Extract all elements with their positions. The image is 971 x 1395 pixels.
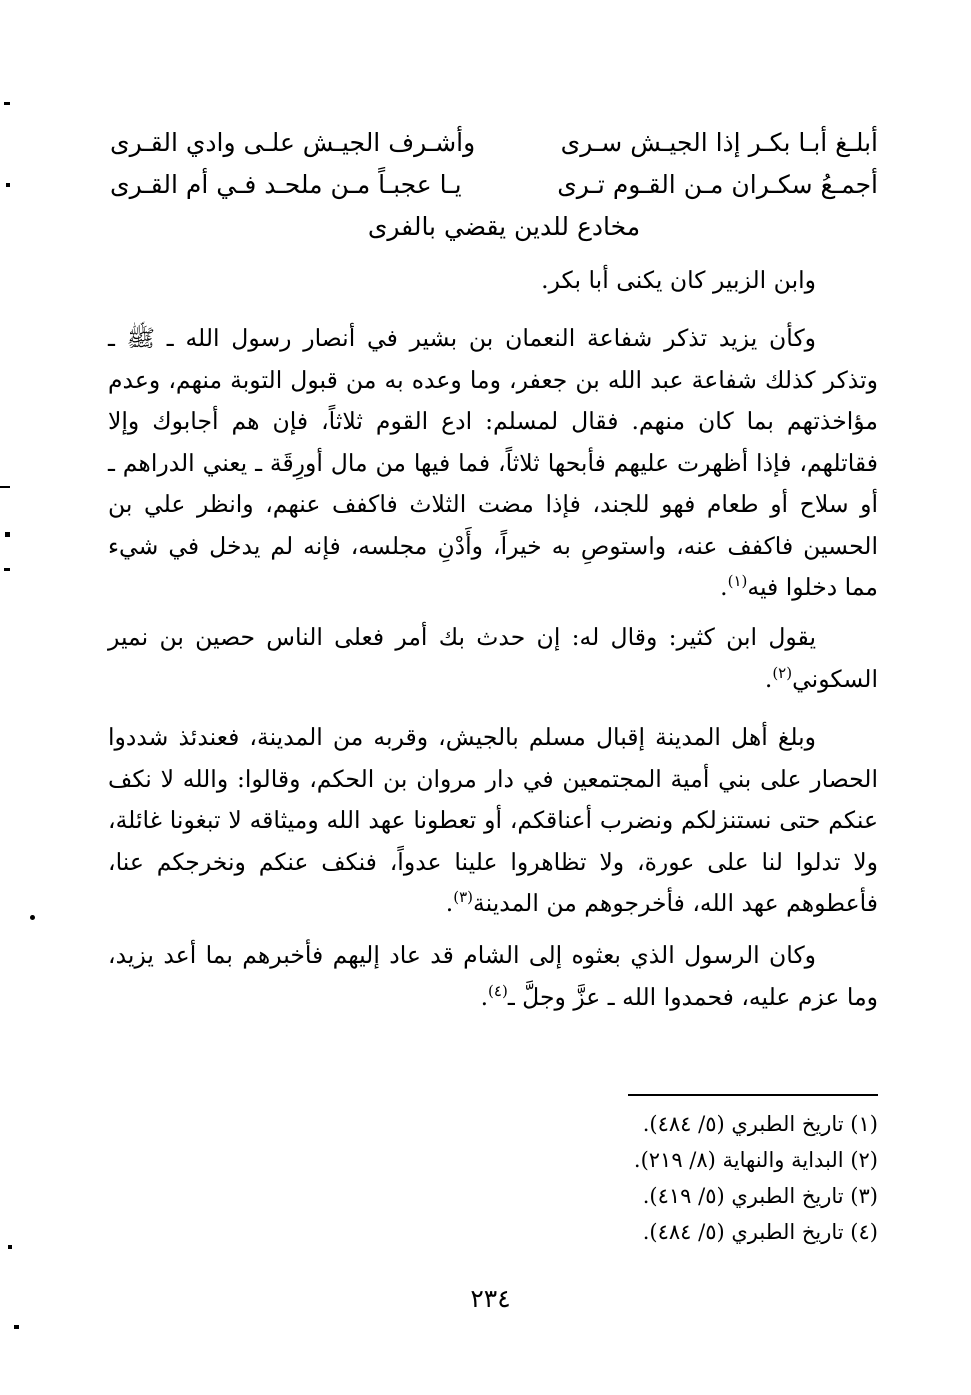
paragraph-text: وكأن يزيد تذكر شفاعة النعمان بن بشير في أنصار رسول الله ـ ﷺ ـ وتذكر كذلك شفاعة عبد الله بن جعفر، وما وعده به من قبول التوبة منهم، وعدم مؤاخذتهم بما كان منهم. فقال لمسلم: ادع القوم ثلاثاً، فإن هم أجابوك وإلا فقاتلهم، فإذا أظهرت عليهم فأبحها ثلاثاً، فما فيها من مال أورِقَة ـ يعني الدراهم ـ أو سلاح أو طعام فهو للجند، فإذا مضت الثلاث فاكفف عنهم، وانظر علي بن الحسين فاكفف عنه، واستوصِ به خيراً، وأَدْنِ مجلسه، فإنه لم يدخل في شيء مما دخلوا فيه xyxy=(108,324,878,601)
scan-mark xyxy=(6,183,10,187)
verse-first-hemistich: أبلـغ أبـا بكـر إذا الجيـش سـرى xyxy=(560,128,878,157)
scan-mark xyxy=(8,1245,12,1249)
verse-first-hemistich: أجمـعُ سكـران مـن القـوم تـرى xyxy=(557,170,878,199)
paragraph xyxy=(108,260,878,302)
paragraph-text: وابن الزبير كان يكنى أبا بكر. xyxy=(541,266,816,294)
footnote-reference: (٣) xyxy=(453,888,474,907)
paragraph: يقول ابن كثير: وقال له: إن حدث بك أمر فعلى الناس حصين بن نمير السكوني$^{(٢)}$. xyxy=(108,623,878,693)
scan-mark xyxy=(5,532,10,537)
footnote-divider xyxy=(628,1094,878,1096)
verse-second-hemistich: وأشـرف الجيـش علـى وادي القـرى xyxy=(110,128,476,157)
scan-mark xyxy=(0,486,10,488)
footnote-reference: (٤) xyxy=(488,981,508,1000)
footnote-reference: (٢) xyxy=(772,663,793,682)
paragraph: وبلغ أهل المدينة إقبال مسلم بالجيش، وقربه من المدينة، فعندئذ شددوا الحصار على بني أمية المجتمعين في دار مروان بن الحكم، وقالوا: والله لا نكف عنكم حتى نستنزلكم ونضرب أعناقكم، أو تعطونا عهد الله وميثاقه لا تبغونا غائلة، ولا تدلوا لنا على عورة، ولا تظاهروا علينا عدواً، فنكف عنكم ونخرجكم عنا، فأعطوهم عهد الله، فأخرجوهم من المدينة$^{(٣)}$. xyxy=(108,723,878,917)
footnote: (٣) تاريخ الطبري (٥/ ٤١٩). xyxy=(642,1184,878,1208)
verse-line xyxy=(110,163,878,207)
footnotes xyxy=(520,1106,878,1250)
verse-single-line: مخادع للدين يقضي بالفرى xyxy=(367,212,641,241)
scan-mark xyxy=(14,1325,19,1329)
page-number: ٢٣٤ xyxy=(470,1284,511,1313)
paragraph: وكان الرسول الذي بعثوه إلى الشام قد عاد إليهم فأخبرهم بما أعد يزيد، وما عزم عليه، فحمدوا الله ـ عزَّ وجلَّ ـ$^{(٤)}$. xyxy=(108,941,878,1011)
footnote: (٢) البداية والنهاية (٨/ ٢١٩). xyxy=(633,1148,878,1172)
footnote: (١) تاريخ الطبري (٥/ ٤٨٤). xyxy=(642,1112,878,1136)
scan-mark xyxy=(30,915,35,920)
footnote: (٤) تاريخ الطبري (٥/ ٤٨٤). xyxy=(642,1220,878,1244)
scan-mark xyxy=(4,568,10,571)
paragraph-text: وكان الرسول الذي بعثوه إلى الشام قد عاد إليهم فأخبرهم بما أعد يزيد، وما عزم عليه، فحمدوا الله ـ عزَّ وجلَّ ـ xyxy=(108,941,878,1011)
footnote-reference: (١) xyxy=(727,572,748,591)
paragraph-text: وبلغ أهل المدينة إقبال مسلم بالجيش، وقربه من المدينة، فعندئذ شددوا الحصار على بني أمية المجتمعين في دار مروان بن الحكم، وقالوا: والله لا نكف عنكم حتى نستنزلكم ونضرب أعناقكم، أو تعطونا عهد الله وميثاقه لا تبغونا غائلة، ولا تدلوا لنا على عورة، ولا تظاهروا علينا عدواً، فنكف عنكم ونخرجكم عنا، فأعطوهم عهد الله، فأخرجوهم من المدينة xyxy=(108,723,878,917)
verse-second-hemistich: يـا عجبـاً مـن ملحـد فـي أم القـرى xyxy=(110,170,462,199)
verse-line xyxy=(110,121,878,165)
paragraph-text: يقول ابن كثير: وقال له: إن حدث بك أمر فعلى الناس حصين بن نمير السكوني xyxy=(108,623,878,693)
paragraph: وكأن يزيد تذكر شفاعة النعمان بن بشير في أنصار رسول الله ـ ﷺ ـ وتذكر كذلك شفاعة عبد الله بن جعفر، وما وعده به من قبول التوبة منهم، وعدم مؤاخذتهم بما كان منهم. فقال لمسلم: ادع القوم ثلاثاً، فإن هم أجابوك وإلا فقاتلهم، فإذا أظهرت عليهم فأبحها ثلاثاً، فما فيها من مال أورِقَة ـ يعني الدراهم ـ أو سلاح أو طعام فهو للجند، فإذا مضت الثلاث فاكفف عنهم، وانظر علي بن الحسين فاكفف عنه، واستوصِ به خيراً، وأَدْنِ مجلسه، فإنه لم يدخل في شيء مما دخلوا فيه$^{(١)}$. xyxy=(108,324,878,601)
scan-mark xyxy=(4,102,10,105)
